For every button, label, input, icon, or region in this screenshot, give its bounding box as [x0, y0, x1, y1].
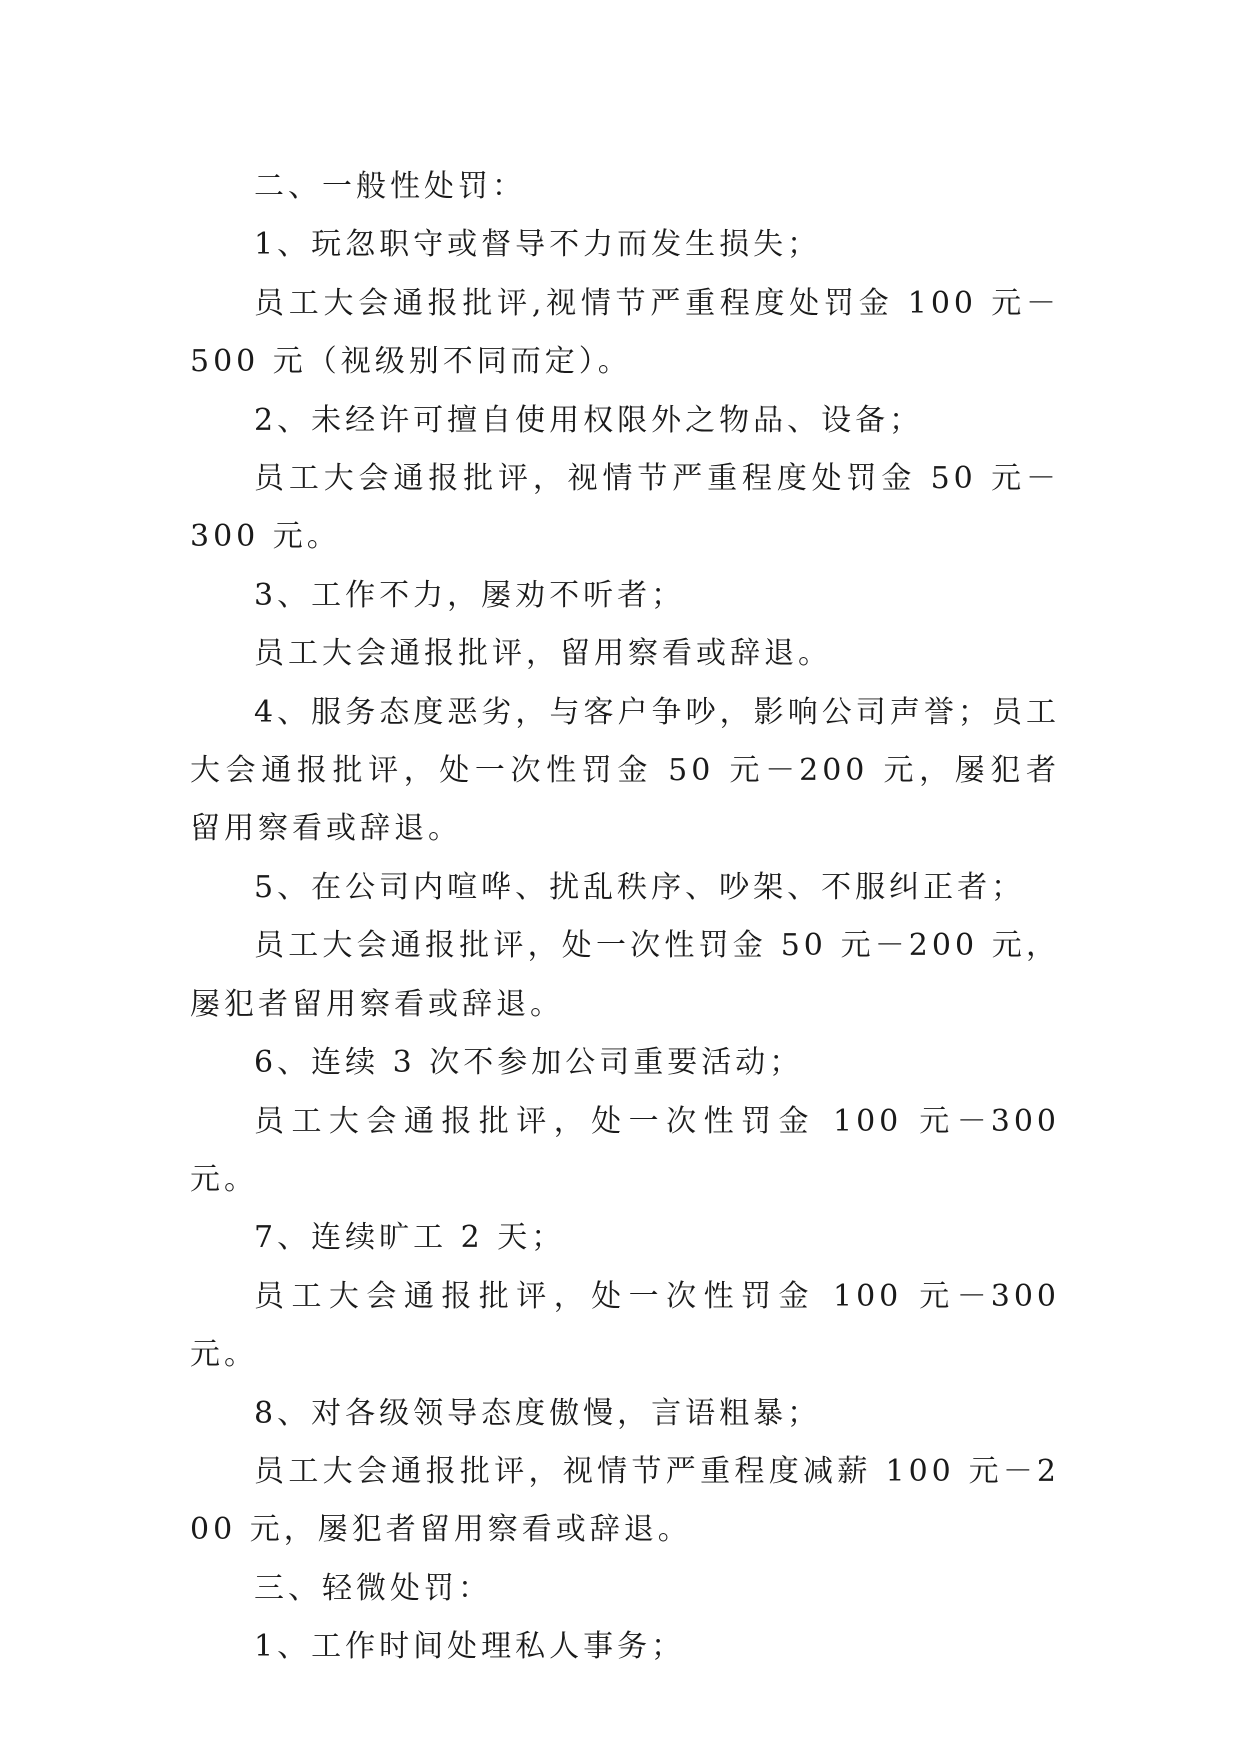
paragraph: 员工大会通报批评，留用察看或辞退。 — [254, 636, 832, 672]
paragraph: 1、玩忽职守或督导不力而发生损失； — [254, 227, 822, 263]
paragraph: 员工大会通报批评，处一次性罚金 100 元－300 元。 — [190, 1103, 1060, 1197]
paragraph: 3、工作不力，屡劝不听者； — [254, 577, 686, 613]
section-heading-general-penalties: 二、一般性处罚： — [254, 169, 526, 204]
paragraph: 5、在公司内喧哗、扰乱秩序、吵架、不服纠正者； — [254, 869, 1026, 905]
paragraph: 7、连续旷工 2 天； — [254, 1220, 566, 1256]
paragraph: 员工大会通报批评，视情节严重程度处罚金 50 元－300 元。 — [190, 461, 1060, 555]
paragraph: 员工大会通报批评，视情节严重程度减薪 100 元－200 元，屡犯者留用察看或辞退。 — [190, 1453, 1060, 1548]
document-body — [190, 158, 1060, 1677]
paragraph: 6、连续 3 次不参加公司重要活动； — [254, 1045, 804, 1081]
paragraph: 8、对各级领导态度傲慢，言语粗暴； — [254, 1395, 822, 1431]
paragraph: 员工大会通报批评,视情节严重程度处罚金 100 元－500 元（视级别不同而定）。 — [190, 285, 1060, 380]
paragraph: 员工大会通报批评，处一次性罚金 100 元－300 元。 — [190, 1278, 1060, 1373]
paragraph: 员工大会通报批评，处一次性罚金 50 元－200 元，屡犯者留用察看或辞退。 — [190, 928, 1060, 1022]
paragraph: 4、服务态度恶劣，与客户争吵，影响公司声誉；员工大会通报批评，处一次性罚金 50 元－200 元，屡犯者留用察看或辞退。 — [190, 694, 1060, 847]
paragraph: 1、工作时间处理私人事务； — [254, 1629, 686, 1665]
section-heading-minor-penalties: 三、轻微处罚： — [254, 1570, 492, 1606]
paragraph: 2、未经许可擅自使用权限外之物品、设备； — [254, 402, 924, 438]
